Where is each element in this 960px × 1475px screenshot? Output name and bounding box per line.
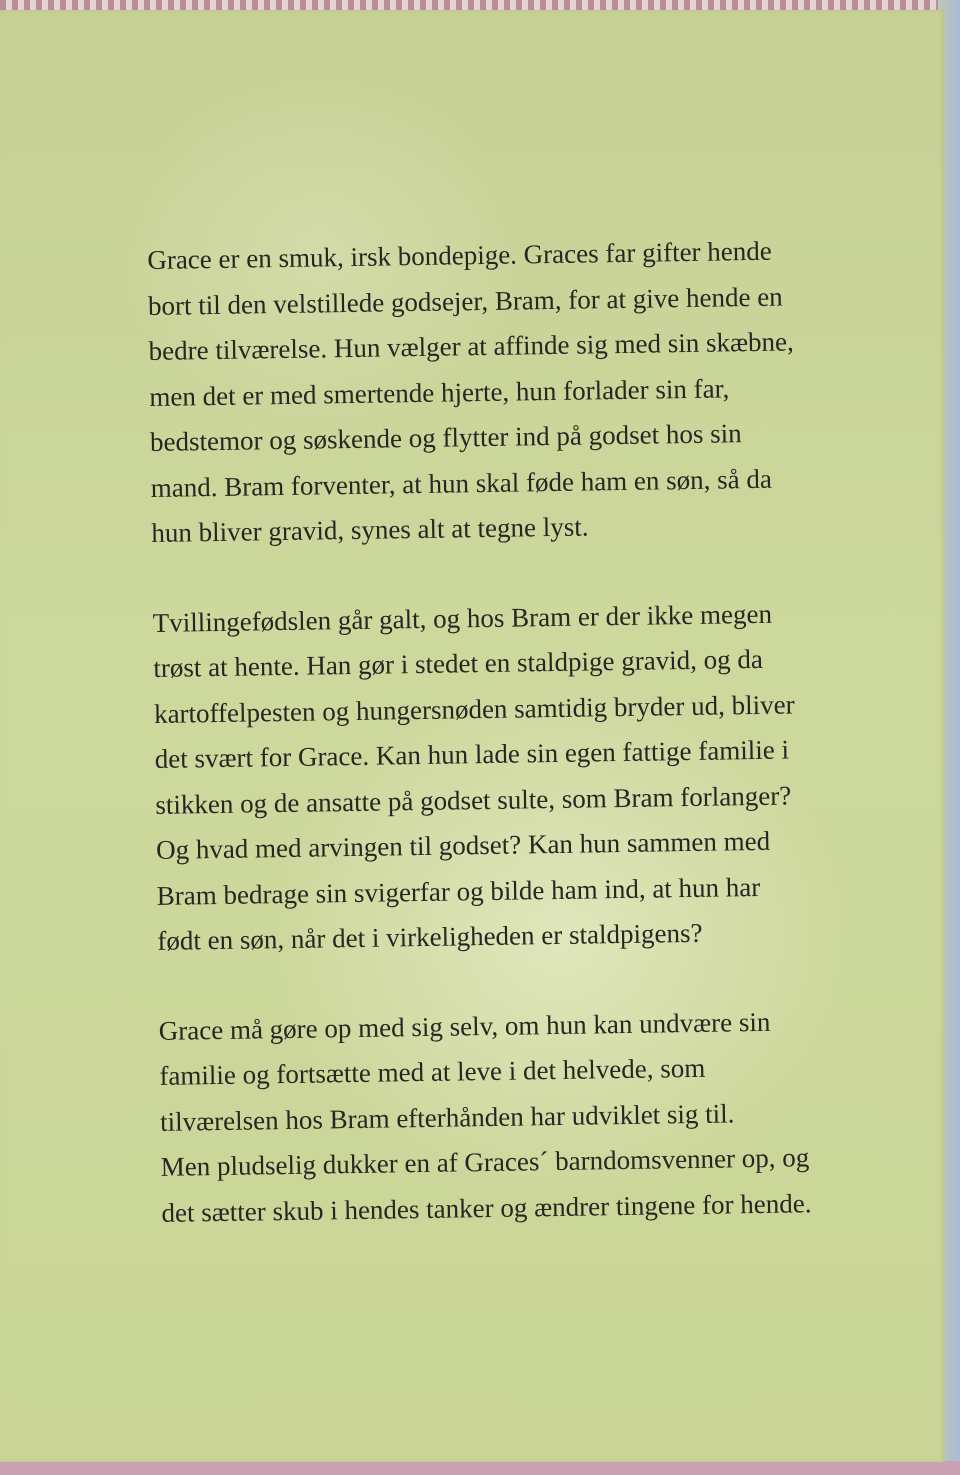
text-line: mand. Bram forventer, at hun skal føde ham en søn, så da: [150, 463, 773, 503]
blurb-paragraph-2: [152, 590, 877, 965]
text-line: bedstemor og søskende og flytter ind på godset hos sin: [149, 418, 742, 457]
text-line: kartoffelpesten og hungersnøden samtidig bryder ud, bliver: [153, 688, 795, 729]
text-line: Grace er en smuk, irsk bondepige. Graces far gifter hende: [147, 235, 772, 275]
text-line: født en søn, når det i virkeligheden er staldpigens?: [157, 917, 703, 956]
text-line: Tvillingefødslen går galt, og hos Bram er der ikke megen: [152, 598, 773, 638]
text-line: Og hvad med arvingen til godset? Kan hun sammen med: [155, 825, 771, 865]
blurb-paragraph-3: [158, 998, 881, 1236]
text-line: Men pludselig dukker en af Graces´ barndomsvenner op, og: [160, 1142, 810, 1182]
text-line: tilværelsen hos Bram efterhånden har udviklet sig til.: [159, 1097, 735, 1137]
text-line: stikken og de ansatte på godset sulte, som Bram forlanger?: [155, 780, 792, 820]
text-line: bedre tilværelse. Hun vælger at affinde sig med sin skæbne,: [148, 326, 794, 366]
text-line: Bram bedrage sin svigerfar og bilde ham ind, at hun har: [156, 871, 761, 911]
blurb-text: [147, 227, 882, 1236]
text-line: Grace må gøre op med sig selv, om hun kan undvære sin: [158, 1006, 771, 1046]
text-line: det svært for Grace. Kan hun lade sin egen fattige familie i: [154, 734, 790, 774]
text-line: bort til den velstillede godsejer, Bram, for at give hende en: [147, 281, 783, 321]
text-line: men det er med smertende hjerte, hun forlader sin far,: [149, 372, 730, 412]
text-line: familie og fortsætte med at leve i det helvede, som: [159, 1052, 706, 1091]
book-back-cover: [0, 10, 944, 1462]
text-line: hun bliver gravid, synes alt at tegne lyst.: [151, 511, 589, 548]
background-surface: [0, 1461, 960, 1475]
text-line: det sætter skub i hendes tanker og ændrer tingene for hende.: [161, 1187, 812, 1228]
text-line: trøst at hente. Han gør i stedet en staldpige gravid, og da: [153, 643, 764, 683]
blurb-paragraph-1: [147, 227, 872, 556]
